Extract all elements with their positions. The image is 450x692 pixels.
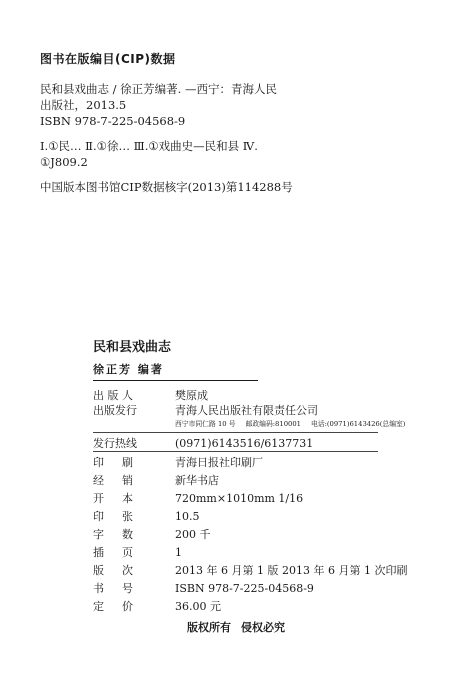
isbn-label: 书号 [93,582,133,595]
printer-label: 印刷 [93,456,133,469]
row-distributor [93,474,219,488]
rights-piracy: 侵权必究 [241,621,285,634]
phone-text: 电话:(0971)6143426(总编室) [311,420,406,428]
publisher-person-label: 出 版 人 [93,389,133,402]
hotline-value: (0971)6143516/6137731 [175,437,314,450]
cip-line-6: 中国版本图书馆CIP数据核字(2013)第114288号 [40,180,293,194]
words-value: 200 千 [175,528,211,541]
edition-value: 2013 年 6 月第 1 版 2013 年 6 月第 1 次印刷 [175,564,408,577]
cip-line-4: Ⅰ.①民… Ⅱ.①徐… Ⅲ.①戏曲史—民和县 Ⅳ. [40,139,258,153]
row-inserts [93,546,182,560]
format-value: 720mm×1010mm 1/16 [175,492,304,505]
postcode-text: 邮政编码:810001 [245,420,301,428]
title-divider [93,380,258,381]
format-label: 开本 [93,492,133,505]
isbn-value: ISBN 978-7-225-04568-9 [175,582,314,595]
cip-line-5: ①J809.2 [40,155,88,169]
cip-line-3: ISBN 978-7-225-04568-9 [40,114,186,128]
publisher-address [175,418,415,428]
edition-label: 版次 [93,564,133,577]
row-edition [93,564,407,578]
distributor-value: 新华书店 [175,474,219,487]
inserts-value: 1 [175,546,182,559]
publisher-value: 青海人民出版社有限责任公司 [175,404,318,417]
row-isbn [93,582,314,596]
cip-heading: 图书在版编目(CIP)数据 [40,52,176,66]
book-title: 民和县戏曲志 [93,340,172,355]
price-label: 定价 [93,600,133,613]
price-value: 36.00 元 [175,600,221,613]
row-words [93,528,211,542]
row-hotline [93,437,313,451]
sheets-label: 印张 [93,510,133,523]
hotline-label: 发行热线 [93,437,137,450]
cip-line-2: 出版社，2013.5 [40,98,127,112]
cip-line-1: 民和县戏曲志 / 徐正芳编著. —西宁：青海人民 [40,82,277,96]
row-rule-1 [93,432,378,433]
rights-reserved: 版权所有 [187,621,231,634]
publisher-label: 出版发行 [93,404,137,417]
sheets-value: 10.5 [175,510,200,523]
row-format [93,492,303,506]
words-label: 字数 [93,528,133,541]
row-price [93,600,221,614]
address-text: 西宁市同仁路 10 号 [175,420,236,428]
printer-value: 青海日报社印刷厂 [175,456,263,469]
distributor-label: 经销 [93,474,133,487]
row-publisher [93,404,318,418]
book-author: 徐正芳 编著 [93,363,164,376]
row-printer [93,456,263,470]
inserts-label: 插页 [93,546,133,559]
rights-statement [187,619,285,635]
row-sheets [93,510,200,524]
row-publisher-person [93,389,208,403]
row-rule-2 [93,451,378,452]
publisher-person-value: 樊原成 [175,389,208,402]
